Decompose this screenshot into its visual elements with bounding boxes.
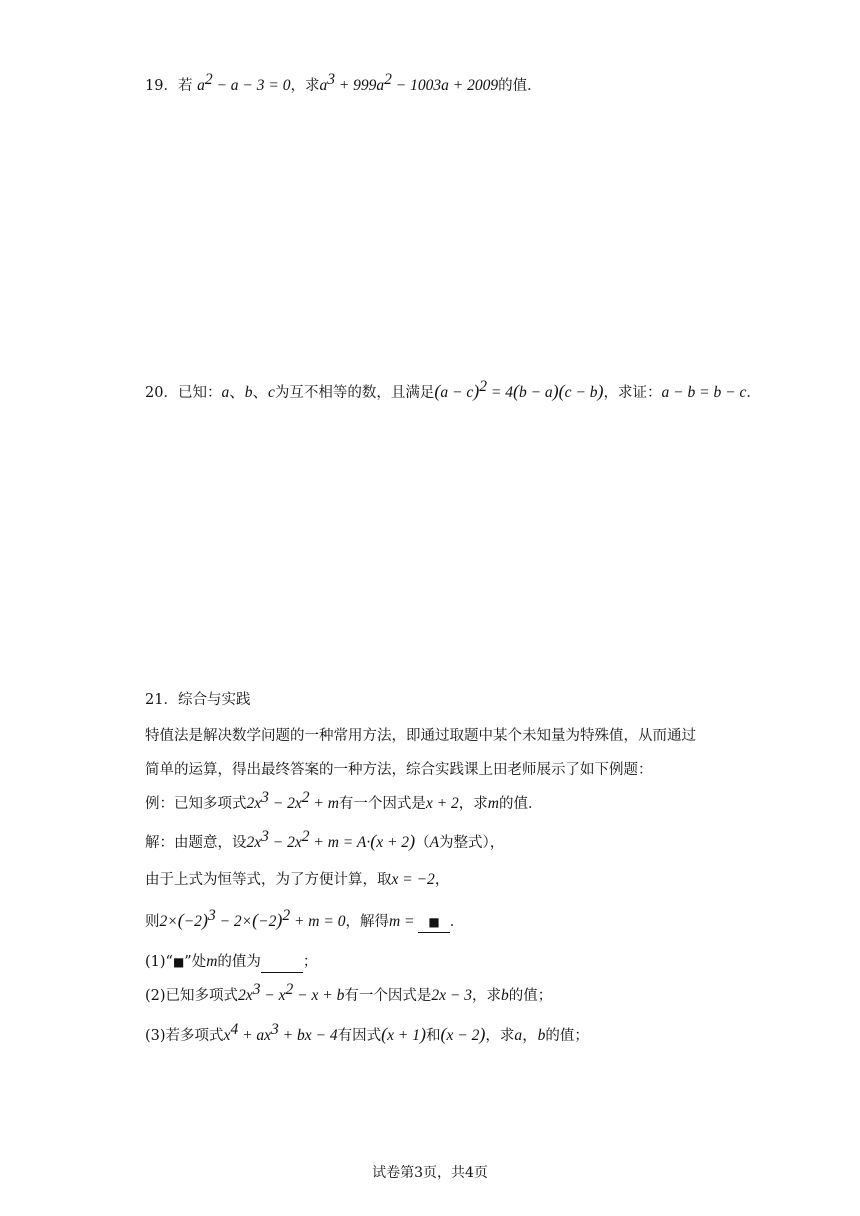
q21-computation	[145, 907, 465, 933]
example-text-3: ，求	[458, 796, 488, 812]
question-20	[145, 378, 761, 403]
q21-solution	[145, 828, 505, 853]
substitution-value: x = −2	[391, 871, 435, 888]
solution-identity: $2x^3 - 2x^2 + m = A\cdot(x + 2)$	[246, 828, 416, 851]
q21-example	[145, 789, 543, 814]
q19-text-3: 的值．	[498, 78, 542, 94]
computation-text-3: ．	[449, 914, 465, 930]
q21-substitution	[145, 870, 449, 890]
q20-text-3: ，求证：	[603, 385, 662, 401]
solution-var-a: A	[429, 834, 440, 851]
q20-goal: a − b = b − c	[661, 384, 747, 401]
sub2-factor: 2x − 3	[431, 987, 472, 1004]
computation-equation: $2\times(-2)^3 - 2\times(-2)^2 + m = 0$	[159, 907, 346, 930]
q21-subquestion-3	[145, 1021, 589, 1046]
sub1-square-symbol: ■	[172, 955, 185, 969]
q19-expression: $a^3 + 999a^2 - 1003a + 2009$	[319, 71, 499, 94]
q19-text-2: ，求	[290, 78, 320, 94]
example-polynomial: $2x^3 - 2x^2 + m$	[246, 789, 339, 812]
solution-text-2: （	[415, 835, 430, 851]
sub2-var-b: b	[500, 987, 509, 1004]
sub2-polynomial: $2x^3 - x^2 - x + b$	[238, 981, 345, 1004]
example-text-1: 例：已知多项式	[145, 796, 247, 812]
q20-number: 20．	[145, 385, 178, 401]
substitution-text-2: ，	[434, 872, 450, 888]
sub1-text-4: ；	[302, 954, 318, 970]
q20-text-4: ．	[746, 385, 761, 401]
q20-condition: $(a - c)^2 = 4(b - a)(c - b)$	[434, 378, 604, 401]
q21-paragraph-2: 简单的运算，得出最终答案的一种方法，综合实践课上田老师展示了如下例题：	[145, 762, 653, 778]
page-footer: 试卷第3页，共4页	[372, 1165, 488, 1181]
question-19	[145, 71, 542, 96]
q20-variables: a、b、c	[221, 384, 275, 401]
computation-text-2: ，解得	[345, 914, 389, 930]
solution-text-1: 解：由题意，设	[145, 835, 247, 851]
sub1-text-3: 的值为	[217, 954, 261, 970]
q21-subquestion-2	[145, 981, 553, 1006]
sub3-vars: a，b	[514, 1027, 546, 1044]
sub3-text-4: ，求	[485, 1028, 515, 1044]
example-text-2: 有一个因式是	[338, 796, 426, 812]
sub1-var-m: m	[206, 953, 218, 970]
sub3-text-2: 有因式	[337, 1028, 382, 1044]
sub3-factor-2: (x − 2)	[440, 1024, 486, 1044]
substitution-text-1: 由于上式为恒等式，为了方便计算，取	[145, 872, 392, 888]
answer-blank-square	[418, 912, 449, 933]
q21-header: 21．综合与实践	[145, 692, 251, 708]
q21-paragraph-1: 特值法是解决数学问题的一种常用方法，即通过取题中某个未知量为特殊值，从而通过	[145, 728, 696, 744]
sub3-text-3: 和	[425, 1028, 441, 1044]
computation-var-m: m =	[388, 913, 419, 930]
sub1-answer-blank[interactable]	[261, 952, 303, 973]
example-var-m: m	[487, 795, 499, 812]
sub2-text-4: 的值；	[508, 988, 553, 1004]
q20-text-2: 为互不相等的数，且满足	[274, 385, 435, 401]
square-symbol: ■	[428, 915, 440, 929]
example-factor: x + 2	[425, 795, 459, 812]
sub1-text-1: (1)“	[145, 954, 173, 970]
q19-equation: $a^2 - a - 3 = 0$	[197, 71, 291, 94]
q20-text-1: 已知：	[177, 385, 222, 401]
computation-text-1: 则	[145, 914, 160, 930]
q19-text-1: 若	[177, 78, 193, 94]
sub2-text-2: 有一个因式是	[344, 988, 432, 1004]
solution-text-3: 为整式），	[439, 835, 505, 851]
example-text-4: 的值．	[498, 796, 543, 812]
sub2-text-1: (2)已知多项式	[145, 988, 239, 1004]
sub3-polynomial: $x^4 + ax^3$ + bx − 4	[223, 1021, 338, 1044]
sub2-text-3: ，求	[471, 988, 501, 1004]
sub3-text-5: 的值；	[545, 1028, 589, 1044]
sub3-text-1: (3)若多项式	[145, 1028, 224, 1044]
sub1-text-2: ”处	[184, 954, 207, 970]
q21-subquestion-1	[145, 952, 317, 973]
q19-number: 19．	[145, 78, 178, 94]
sub3-factor-1: (x + 1)	[381, 1024, 426, 1044]
